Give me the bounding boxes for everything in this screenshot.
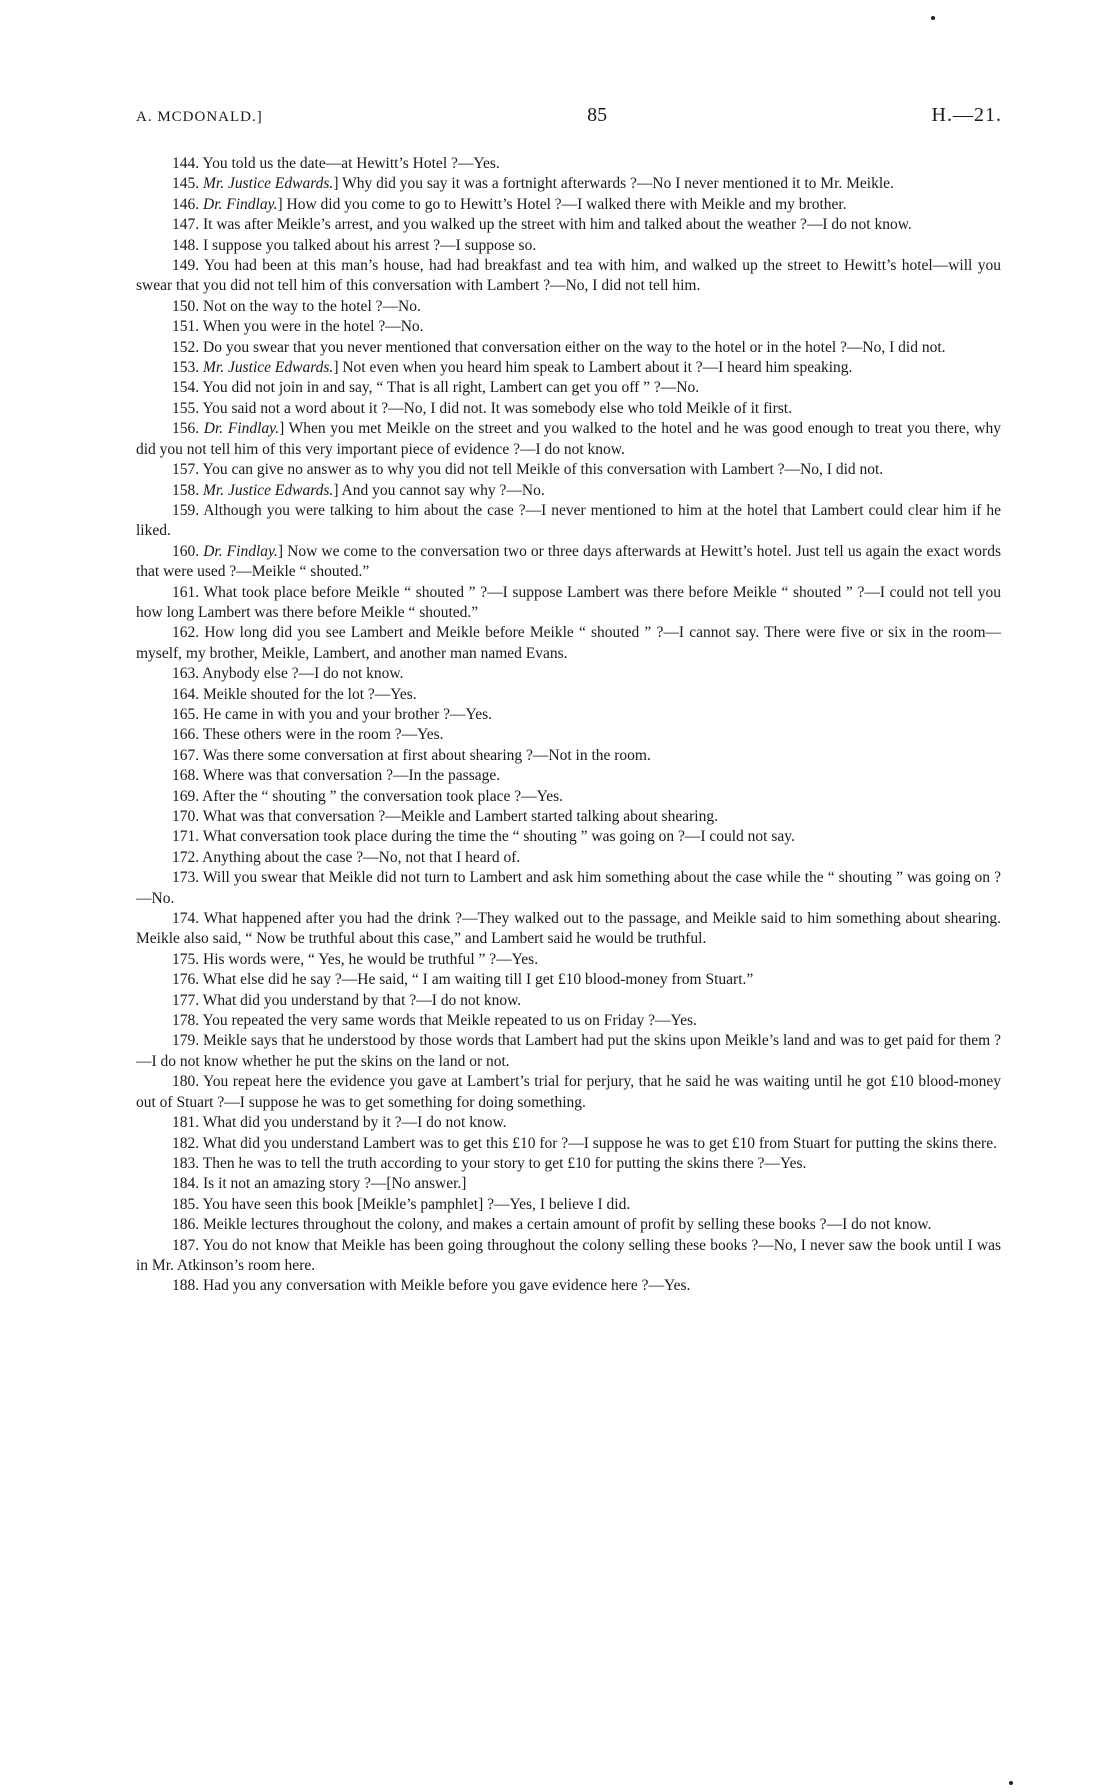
question-number: 173. <box>172 869 200 887</box>
question-answer-text: Now we come to the conversation two or three days afterwards at Hewitt’s hotel. Just tell us again the exact words that were used ?—Meikle “ shouted.” <box>136 542 1001 581</box>
question-answer-text: His words were, “ Yes, he would be truthful ” ?—Yes. <box>203 950 539 968</box>
question-answer-paragraph <box>136 685 1001 705</box>
question-answer-text: You had been at this man’s house, had had breakfast and tea with him, and walked up the street to Hewitt’s hotel—will you swear that you did not tell him of this conversation with Lambert ?—No, I did not tell him. <box>136 257 1001 295</box>
question-number: 179. <box>172 1032 200 1050</box>
question-number: 159. <box>172 501 200 519</box>
question-answer-text: Meikle shouted for the lot ?—Yes. <box>203 685 417 703</box>
question-answer-text: You do not know that Meikle has been going throughout the colony selling these books ?—No, I never saw the book until I was in Mr. Atkinson’s room here. <box>136 1236 1001 1274</box>
question-number: 182. <box>172 1134 200 1152</box>
question-answer-paragraph <box>136 1276 1001 1296</box>
question-answer-paragraph <box>136 154 1001 174</box>
question-answer-text: You repeated the very same words that Meikle repeated to us on Friday ?—Yes. <box>202 1012 697 1030</box>
question-answer-text: You told us the date—at Hewitt’s Hotel ?—Yes. <box>202 155 500 172</box>
question-number: 187. <box>172 1236 200 1254</box>
question-answer-paragraph <box>136 725 1001 745</box>
speaker-name: Dr. Findlay. <box>203 195 278 213</box>
question-number: 183. <box>172 1154 200 1172</box>
question-number: 188. <box>172 1277 200 1295</box>
question-number: 168. <box>172 767 200 785</box>
question-answer-text: What conversation took place during the time the “ shouting ” was going on ?—I could not say. <box>202 828 795 846</box>
question-answer-text: Meikle says that he understood by those words that Lambert had put the skins upon Meikle’s land and was to get paid for them ?—I do not know whether he put the skins on the land or not. <box>136 1032 1001 1070</box>
question-answer-paragraph <box>136 1174 1001 1194</box>
question-answer-paragraph <box>136 501 1001 542</box>
question-answer-paragraph: 146. Dr. Findlay.] How did you come to go to Hewitt’s Hotel ?—I walked there with Meikle and my brother. <box>172 195 847 213</box>
question-answer-text: You said not a word about it ?—No, I did not. It was somebody else who told Meikle of it first. <box>202 399 792 417</box>
question-answer-paragraph <box>136 623 1001 664</box>
question-answer-text: Had you any conversation with Meikle before you gave evidence here ?—Yes. <box>203 1277 691 1295</box>
witness-name: A. MCDONALD.] <box>136 109 263 125</box>
question-number: 169. <box>172 787 200 805</box>
question-answer-text: Meikle lectures throughout the colony, and makes a certain amount of profit by selling these books ?—I do not know. <box>203 1216 932 1234</box>
question-answer-text: What did you understand Lambert was to get this £10 for ?—I suppose he was to get £10 from Stuart for putting the skins there. <box>202 1134 997 1152</box>
question-number: 145. <box>172 175 200 193</box>
speaker-name: Mr. Justice Edwards. <box>203 175 334 193</box>
testimony-body <box>136 154 1001 1297</box>
question-answer-text: When you met Meikle on the street and you walked to the hotel and he was good enough to treat you there, why did you not tell him of this very important piece of evidence ?—I do not know. <box>136 420 1002 458</box>
question-answer-text: Why did you say it was a fortnight afterwards ?—No I never mentioned it to Mr. Meikle. <box>342 175 894 193</box>
question-answer-text: I suppose you talked about his arrest ?—I suppose so. <box>203 236 537 254</box>
question-answer-paragraph <box>136 215 1001 235</box>
question-answer-paragraph <box>136 236 1001 256</box>
document-reference: H.—21. <box>931 104 1002 126</box>
question-answer-paragraph <box>136 1236 1001 1277</box>
question-answer-text: What did you understand by it ?—I do not know. <box>202 1114 507 1132</box>
question-answer-text: How did you come to go to Hewitt’s Hotel ?—I walked there with Meikle and my brother. <box>286 195 847 213</box>
question-number: 172. <box>172 848 200 866</box>
question-answer-paragraph <box>136 827 1001 847</box>
question-number: 174. <box>172 910 200 928</box>
question-number: 157. <box>172 461 200 479</box>
question-answer-paragraph <box>136 583 1001 624</box>
question-answer-text: You repeat here the evidence you gave at Lambert’s trial for perjury, that he said he was waiting until he got £10 blood-money out of Stuart ?—I suppose he was to get something for doing something. <box>136 1073 1001 1111</box>
speaker-name: Dr. Findlay. <box>203 542 278 560</box>
speaker-name: Dr. Findlay. <box>203 420 280 438</box>
question-answer-text: Anything about the case ?—No, not that I heard of. <box>202 848 521 866</box>
question-answer-text: When you were in the hotel ?—No. <box>202 318 424 336</box>
question-number: 162. <box>172 624 200 642</box>
question-number: 180. <box>172 1073 200 1091</box>
question-number: 155. <box>172 399 200 417</box>
question-answer-paragraph <box>136 256 1001 297</box>
question-number: 176. <box>172 971 200 989</box>
question-answer-paragraph <box>136 1154 1001 1174</box>
question-answer-text: What took place before Meikle “ shouted ” ?—I suppose Lambert was there before Meikle “ shouted ” ?—I could not tell you how long Lambert was there before Meikle “ shouted.” <box>136 583 1001 621</box>
question-answer-text: Although you were talking to him about the case ?—I never mentioned to him at the hotel that Lambert could clear him if he liked. <box>136 501 1001 540</box>
question-answer-paragraph: 153. Mr. Justice Edwards.] Not even when you heard him speak to Lambert about it ?—I heard him speaking. <box>172 359 853 377</box>
question-number: 144. <box>172 155 200 172</box>
question-answer-paragraph <box>136 317 1001 337</box>
question-number: 153. <box>172 359 200 377</box>
question-answer-paragraph <box>136 868 1001 909</box>
question-number: 171. <box>172 828 200 846</box>
question-answer-paragraph <box>136 664 1001 684</box>
question-number: 152. <box>172 338 200 356</box>
question-answer-paragraph <box>136 909 1001 950</box>
question-answer-paragraph <box>136 807 1001 827</box>
question-answer-paragraph <box>136 297 1001 317</box>
question-number: 150. <box>172 297 200 315</box>
question-answer-paragraph <box>136 766 1001 786</box>
question-answer-text: What happened after you had the drink ?—They walked out to the passage, and Meikle said to him something about shearing. Meikle also said, “ Now be truthful about this case,” and Lambert said he would be truthful. <box>136 910 1001 948</box>
question-number: 161. <box>172 583 200 601</box>
question-number: 160. <box>172 542 200 560</box>
question-number: 184. <box>172 1175 200 1193</box>
question-answer-text: How long did you see Lambert and Meikle before Meikle “ shouted ” ?—I cannot say. There were five or six in the room—myself, my brother, Meikle, Lambert, and another man named Evans. <box>136 624 1001 662</box>
question-answer-paragraph <box>136 787 1001 807</box>
question-answer-paragraph: 158. Mr. Justice Edwards.] And you cannot say why ?—No. <box>172 481 545 499</box>
question-number: 178. <box>172 1012 200 1030</box>
speaker-name: Mr. Justice Edwards. <box>203 359 334 377</box>
question-answer-text: Not even when you heard him speak to Lambert about it ?—I heard him speaking. <box>342 359 853 377</box>
question-answer-paragraph <box>136 1195 1001 1215</box>
question-answer-paragraph <box>136 1011 1001 1031</box>
question-number: 156. <box>172 420 200 438</box>
question-number: 151. <box>172 318 200 336</box>
question-answer-paragraph: 156. Dr. Findlay.] When you met Meikle on the street and you walked to the hotel and he was good enough to treat you there, why did you not tell him of this very important piece of evidence ?—I do not know. <box>136 420 1002 458</box>
question-answer-paragraph <box>136 705 1001 725</box>
question-number: 158. <box>172 481 200 499</box>
question-number: 185. <box>172 1195 200 1213</box>
question-number: 149. <box>172 257 200 275</box>
ink-speck <box>931 16 935 20</box>
question-answer-text: He came in with you and your brother ?—Yes. <box>203 705 492 723</box>
question-number: 167. <box>172 746 200 764</box>
question-answer-text: What was that conversation ?—Meikle and Lambert started talking about shearing. <box>202 808 718 825</box>
question-answer-paragraph <box>136 378 1001 398</box>
question-answer-text: Where was that conversation ?—In the passage. <box>202 767 501 785</box>
question-answer-paragraph <box>136 950 1001 970</box>
ink-speck <box>1009 1781 1013 1785</box>
question-answer-text: Then he was to tell the truth according to your story to get £10 for putting the skins there ?—Yes. <box>202 1154 807 1172</box>
question-answer-text: You did not join in and say, “ That is all right, Lambert can get you off ” ?—No. <box>202 379 700 397</box>
question-answer-paragraph <box>136 746 1001 766</box>
page-number: 85 <box>587 104 608 126</box>
speaker-name: Mr. Justice Edwards. <box>203 481 334 499</box>
question-number: 165. <box>172 705 200 723</box>
question-number: 147. <box>172 216 200 234</box>
page-header <box>136 104 1002 127</box>
question-answer-text: After the “ shouting ” the conversation took place ?—Yes. <box>202 787 564 805</box>
question-answer-paragraph <box>136 338 1001 358</box>
question-answer-text: Will you swear that Meikle did not turn to Lambert and ask him something about the case while the “ shouting ” was going on ?—No. <box>136 869 1001 907</box>
question-answer-paragraph <box>136 460 1001 480</box>
question-answer-text: What did you understand by that ?—I do not know. <box>202 991 522 1009</box>
question-number: 170. <box>172 808 200 825</box>
question-number: 166. <box>172 726 200 744</box>
question-answer-paragraph <box>136 1072 1001 1113</box>
question-answer-paragraph <box>136 991 1001 1011</box>
question-answer-paragraph <box>136 399 1001 419</box>
question-number: 154. <box>172 379 200 397</box>
question-answer-paragraph <box>136 848 1001 868</box>
question-answer-paragraph <box>136 970 1001 990</box>
question-answer-paragraph: 145. Mr. Justice Edwards.] Why did you say it was a fortnight afterwards ?—No I never mentioned it to Mr. Meikle. <box>172 175 894 193</box>
question-number: 181. <box>172 1114 200 1132</box>
question-number: 177. <box>172 991 200 1009</box>
question-answer-text: Not on the way to the hotel ?—No. <box>203 297 421 315</box>
question-number: 148. <box>172 236 200 254</box>
question-answer-paragraph <box>136 1031 1001 1072</box>
question-answer-text: Is it not an amazing story ?—[No answer.] <box>203 1175 467 1193</box>
question-number: 186. <box>172 1216 200 1234</box>
question-number: 175. <box>172 950 200 968</box>
question-answer-paragraph <box>136 1215 1001 1235</box>
question-number: 146. <box>172 195 200 213</box>
question-answer-text: Anybody else ?—I do not know. <box>202 665 404 683</box>
question-number: 164. <box>172 685 200 703</box>
question-answer-text: And you cannot say why ?—No. <box>341 481 545 499</box>
question-answer-text: These others were in the room ?—Yes. <box>202 726 444 744</box>
question-answer-paragraph <box>136 1113 1001 1133</box>
question-answer-text: You can give no answer as to why you did not tell Meikle of this conversation with Lambert ?—No, I did not. <box>202 461 884 479</box>
question-answer-text: You have seen this book [Meikle’s pamphlet] ?—Yes, I believe I did. <box>202 1195 631 1213</box>
question-answer-paragraph: 160. Dr. Findlay.] Now we come to the conversation two or three days afterwards at Hewitt’s hotel. Just tell us again the exact words that were used ?—Meikle “ shouted.” <box>136 542 1001 581</box>
question-number: 163. <box>172 665 200 683</box>
question-answer-paragraph <box>136 1134 1001 1154</box>
question-answer-text: It was after Meikle’s arrest, and you walked up the street with him and talked about the weather ?—I do not know. <box>203 216 912 234</box>
question-answer-text: Was there some conversation at first about shearing ?—Not in the room. <box>202 746 651 764</box>
question-answer-text: What else did he say ?—He said, “ I am waiting till I get £10 blood-money from Stuart.” <box>202 971 754 989</box>
question-answer-text: Do you swear that you never mentioned that conversation either on the way to the hotel or in the hotel ?—No, I did not. <box>203 338 946 356</box>
